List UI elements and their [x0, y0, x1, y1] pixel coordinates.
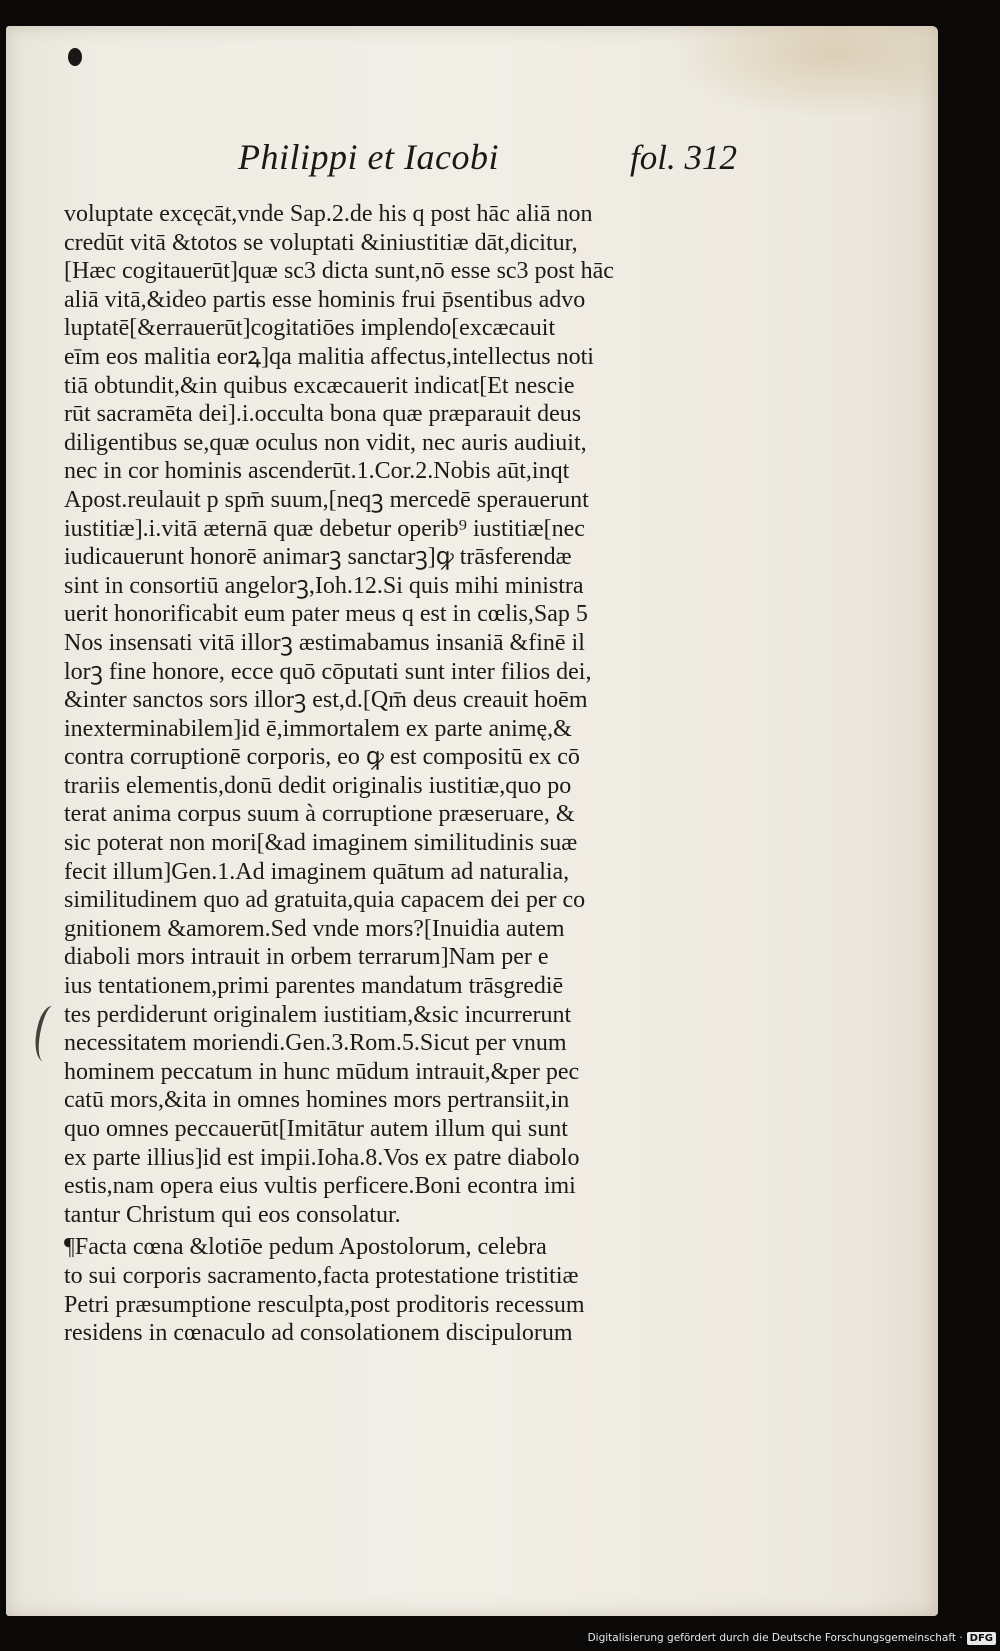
- text-line: nec in cor hominis ascenderūt.1.Cor.2.Nobis aūt,inqt: [64, 458, 570, 485]
- text-line: iustitiæ].i.vitā æternā quæ debetur operib⁹ iustitiæ[nec: [64, 515, 585, 542]
- text-line: tantur Christum qui eos consolatur.: [64, 1201, 401, 1228]
- funding-credit: [588, 1629, 996, 1647]
- text-line: terat anima corpus suum à corruptione præseruare, &: [64, 801, 575, 828]
- text-line: tiā obtundit,&in quibus excæcauerit indicat[Et nescie: [64, 372, 575, 399]
- text-line: quo omnes peccauerūt[Imitātur autem illum qui sunt: [64, 1116, 568, 1142]
- text-line: catū mors,&ita in omnes homines mors pertransiit,in: [64, 1087, 570, 1114]
- text-line: credūt vitā &totos se voluptati &iniustitiæ dāt,dicitur,: [64, 229, 578, 256]
- text-line: [Hæc cogitauerūt]quæ sc3 dicta sunt,nō esse sc3 post hāc: [64, 258, 614, 285]
- text-line: fecit illum]Gen.1.Ad imaginem quātum ad naturalia,: [64, 858, 570, 885]
- text-line: ius tentationem,primi parentes mandatum trāsgrediē: [64, 973, 564, 1000]
- text-line: uerit honorificabit eum pater meus q est in cœlis,Sap 5: [64, 601, 588, 628]
- funding-text: Digitalisierung gefördert durch die Deutsche Forschungsgemeinschaft ·: [587, 1632, 963, 1644]
- text-line: gnitionem &amorem.Sed vnde mors?[Inuidia autem: [64, 915, 565, 942]
- text-line: sic poterat non mori[&ad imaginem similitudinis suæ: [64, 830, 578, 857]
- folio-number: fol. 312: [630, 138, 737, 177]
- ink-dot: [68, 48, 82, 66]
- text-line: inexterminabilem]id ē,immortalem ex parte animę,&: [64, 715, 572, 742]
- text-line: hominem peccatum in hunc mūdum intrauit,&per pec: [64, 1058, 580, 1085]
- text-line: similitudinem quo ad gratuita,quia capacem dei per co: [64, 887, 586, 914]
- text-line: contra corruptionē corporis, eo ꝙ est compositū ex cō: [64, 744, 580, 771]
- book-page: [6, 26, 938, 1616]
- text-line: Apost.reulauit p spm̄ suum,[neqꝫ mercedē sperauerunt: [64, 486, 589, 513]
- text-line: estis,nam opera eius vultis perficere.Boni econtra imi: [64, 1173, 576, 1200]
- paragraph-line: to sui corporis sacramento,facta protestatione tristitiæ: [64, 1262, 579, 1289]
- page-stain: [678, 26, 938, 116]
- text-line: Nos insensati vitā illorꝫ æstimabamus insaniā &finē il: [64, 629, 585, 656]
- text-line: luptatē[&errauerūt]cogitatiōes implendo[excæcauit: [64, 315, 556, 342]
- text-line: tes perdiderunt originalem iustitiam,&sic incurrerunt: [64, 1001, 572, 1028]
- text-line: sint in consortiū angelorꝫ,Ioh.12.Si quis mihi ministra: [64, 572, 584, 599]
- text-line: &inter sanctos sors illorꝫ est,d.[Qm̄ deus creauit hoēm: [64, 687, 588, 714]
- text-line: iudicauerunt honorē animarꝫ sanctarꝫ]ꝙ trāsferendæ: [64, 544, 572, 571]
- text-line: trariis elementis,donū dedit originalis iustitiæ,quo po: [64, 772, 572, 799]
- text-line: voluptate excęcāt,vnde Sap.2.de his q post hāc aliā non: [64, 201, 593, 227]
- paragraph-line: Petri præsumptione resculpta,post proditoris recessum: [64, 1291, 585, 1318]
- text-line: eīm eos malitia eorꝝ]qa malitia affectus,intellectus noti: [64, 343, 594, 370]
- text-line: diligentibus se,quæ oculus non vidit, nec auris audiuit,: [64, 429, 587, 456]
- paragraph-line: ¶Facta cœna &lotiōe pedum Apostolorum, celebra: [64, 1234, 547, 1261]
- text-line: diaboli mors intrauit in orbem terrarum]Nam per e: [64, 944, 549, 971]
- dfg-logo: DFG: [967, 1632, 996, 1645]
- text-line: necessitatem moriendi.Gen.3.Rom.5.Sicut per vnum: [64, 1030, 567, 1057]
- paragraph-line: residens in cœnaculo ad consolationem discipulorum: [64, 1320, 573, 1347]
- text-line: aliā vitā,&ideo partis esse hominis frui p̄sentibus advo: [64, 286, 586, 313]
- text-line: rūt sacramēta dei].i.occulta bona quæ præparauit deus: [64, 401, 582, 428]
- text-line: lorꝫ fine honore, ecce quō cōputati sunt inter filios dei,: [64, 658, 592, 685]
- running-title: Philippi et Iacobi: [238, 137, 499, 177]
- margin-mark: [30, 1004, 67, 1064]
- body-text: [64, 200, 744, 1348]
- text-line: ex parte illius]id est impii.Ioha.8.Vos ex patre diabolo: [64, 1144, 580, 1171]
